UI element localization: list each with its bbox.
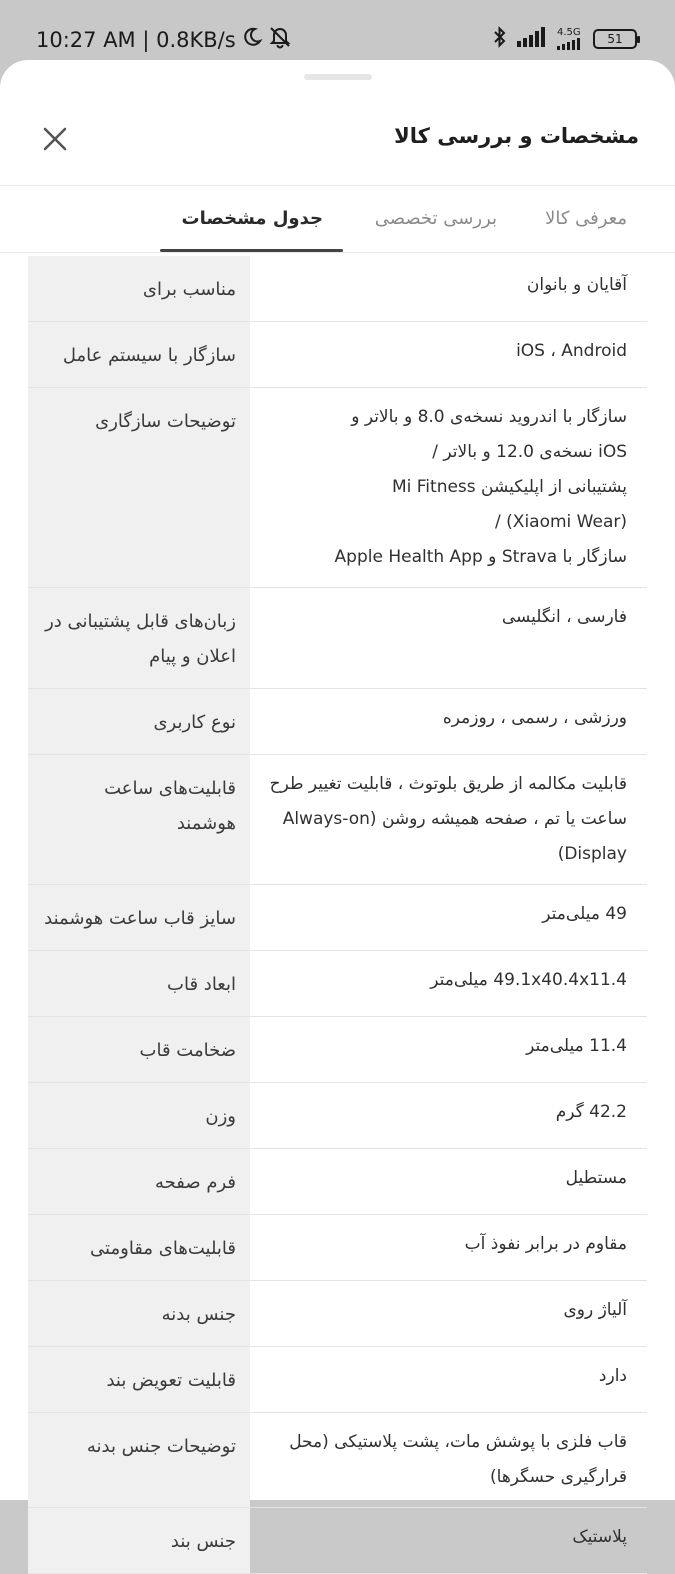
spec-key: ابعاد قاب	[28, 951, 250, 1016]
moon-icon	[242, 27, 262, 52]
table-row	[28, 951, 647, 1017]
table-row	[28, 322, 647, 388]
table-row	[28, 1413, 647, 1508]
spec-value: 49.1x40.4x11.4 میلی‌متر	[430, 970, 627, 990]
spec-value: آلیاژ روی	[563, 1300, 627, 1320]
tab-specifications[interactable]: جدول مشخصات	[181, 208, 323, 229]
spec-key: قابلیت‌های مقاومتی	[28, 1215, 250, 1280]
spec-key: ضخامت قاب	[28, 1017, 250, 1082]
status-left	[36, 26, 292, 53]
signal-icon	[517, 27, 547, 51]
mute-icon	[268, 26, 292, 53]
spec-value: مستطیل	[565, 1168, 627, 1188]
spec-key: زبان‌های قابل پشتیبانی در اعلان و پیام	[28, 588, 250, 688]
spec-value: قاب فلزی با پوشش مات، پشت پلاستیکی (محل قرارگیری حسگرها)	[289, 1432, 627, 1487]
battery-icon	[593, 29, 637, 49]
table-row	[28, 588, 647, 689]
spec-key: فرم صفحه	[28, 1149, 250, 1214]
tab-introduction[interactable]: معرفی کالا	[545, 208, 627, 229]
spec-value: سازگار با اندروید نسخه‌ی 8.0 و بالاتر و iOS نسخه‌ی 12.0 و بالاتر / پشتیبانی از اپلیکیشن Mi Fitness (Xiaomi Wear) / سازگار با Strava و Apple Health App	[334, 407, 627, 567]
battery-level: 51	[607, 32, 623, 46]
spec-value: دارد	[598, 1366, 627, 1386]
spec-value: قابلیت مکالمه از طریق بلوتوث ، قابلیت تغییر طرح ساعت یا تم ، صفحه همیشه روشن (Always-on Display)	[269, 774, 627, 864]
spec-key: وزن	[28, 1083, 250, 1148]
table-row	[28, 689, 647, 755]
tab-bar	[0, 186, 675, 254]
table-row	[28, 1281, 647, 1347]
spec-value: iOS ، Android	[516, 341, 627, 361]
bluetooth-icon	[493, 26, 507, 52]
spec-key: سایز قاب ساعت هوشمند	[28, 885, 250, 950]
table-row	[28, 388, 647, 588]
close-button[interactable]	[36, 122, 74, 160]
network-signal-icon	[557, 28, 583, 50]
drag-handle[interactable]	[304, 74, 372, 80]
spec-key: نوع کاربری	[28, 689, 250, 754]
table-row	[28, 1083, 647, 1149]
sheet-header	[0, 100, 675, 186]
table-row	[28, 1508, 647, 1574]
spec-value: ورزشی ، رسمی ، روزمره	[442, 708, 627, 728]
spec-key: سازگار با سیستم عامل	[28, 322, 250, 387]
spec-key: توضیحات جنس بدنه	[28, 1413, 250, 1507]
sheet-title: مشخصات و بررسی کالا	[394, 124, 639, 148]
spec-value: 42.2 گرم	[555, 1102, 627, 1122]
bottom-sheet	[0, 60, 675, 1552]
status-time: 10:27 AM | 0.8KB/s	[36, 27, 236, 52]
spec-value: 49 میلی‌متر	[542, 904, 627, 924]
spec-value: پلاستیک	[572, 1527, 627, 1547]
table-row	[28, 885, 647, 951]
spec-key: جنس بدنه	[28, 1281, 250, 1346]
tabs-divider	[0, 252, 675, 253]
spec-value: آقایان و بانوان	[526, 275, 627, 295]
table-row	[28, 1149, 647, 1215]
spec-key: قابلیت تعویض بند	[28, 1347, 250, 1412]
spec-table	[28, 256, 647, 1574]
spec-value: فارسی ، انگلیسی	[501, 607, 627, 627]
table-row	[28, 1215, 647, 1281]
spec-key: توضیحات سازگاری	[28, 388, 250, 587]
table-row	[28, 1017, 647, 1083]
table-row	[28, 256, 647, 322]
tab-expert-review[interactable]: بررسی تخصصی	[374, 208, 497, 229]
spec-key: جنس بند	[28, 1508, 250, 1573]
network-type: 4.5G	[557, 27, 581, 38]
spec-value: مقاوم در برابر نفوذ آب	[464, 1234, 627, 1254]
spec-key: قابلیت‌های ساعت هوشمند	[28, 755, 250, 884]
spec-value: 11.4 میلی‌متر	[526, 1036, 627, 1056]
table-row	[28, 755, 647, 885]
close-icon	[42, 126, 68, 156]
table-row	[28, 1347, 647, 1413]
status-right	[493, 26, 637, 52]
spec-key: مناسب برای	[28, 256, 250, 321]
